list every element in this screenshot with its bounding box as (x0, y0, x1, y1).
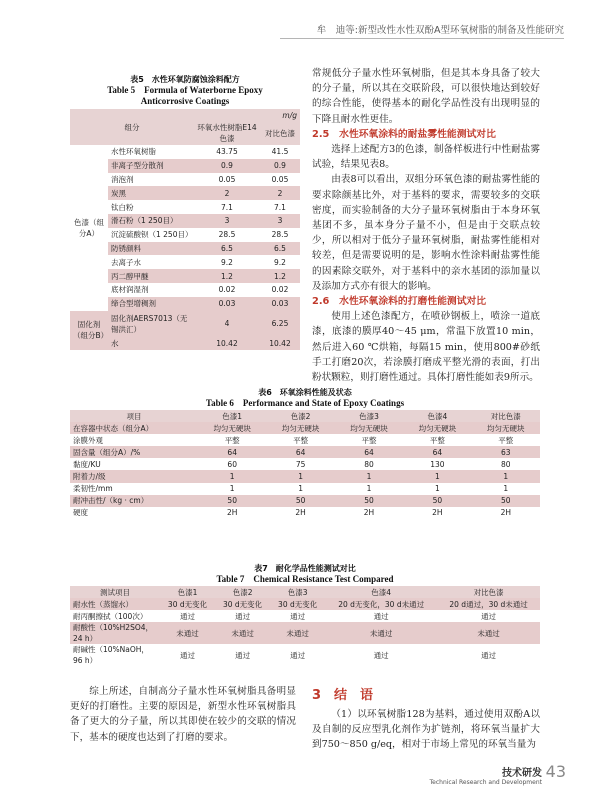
table6-cell: 均匀无硬块 (281, 423, 320, 433)
table7-cell: 耐水性（蒸馏水） (73, 599, 133, 609)
footer-section-name-en: Technical Research and Development (429, 779, 542, 786)
table5-cell-name: 防锈颜料 (111, 243, 141, 253)
table5-cell-name: 底材润湿剂 (111, 285, 149, 295)
table5-cell-value: 4 (224, 319, 230, 329)
section-3-paragraph: （1）以环氧树脂128为基料，通过使用双酚A以及自制的反应型乳化剂作为扩链剂，将环氧当量扩大到750～850 g/eq，相对于市场上常见的环氧当量为 (312, 709, 540, 751)
table6-header-cell: 项目 (126, 411, 142, 421)
table7-cell: 通过 (481, 650, 497, 660)
table5-cell-value: 6.5 (274, 243, 286, 253)
table6-row (70, 458, 540, 470)
table7-cell: 通过 (235, 650, 251, 660)
table6-cell: 64 (364, 447, 374, 457)
table6-cell: 50 (227, 496, 237, 506)
table7-block (70, 563, 540, 666)
table5-cell-name: 钛白粉 (111, 202, 134, 212)
table6-cell: 2H (363, 508, 375, 518)
table5-cell-value: 0.02 (218, 285, 236, 295)
table6-cell: 均匀无硬块 (213, 423, 251, 433)
table7-header (70, 586, 540, 598)
table5-cell-value: 2 (277, 188, 283, 198)
right-paragraph-3: 由表8可以看出，双组分环氧色漆的耐盐雾性能的要求除颜基比外，对于基料的要求，需要较多的交联密度，而实验制备的大分子量环氧树脂由于本身环氧基团不多，虽本身分子量不小，但是由于交联点较少，所以相对于低分子量环氧树脂，耐盐雾性能相对较差，但是需要说明的是，影响水性涂料耐盐雾性能的因素除交联外，对于基料中的亲水基团的添加量以及添加方式亦有很大的影响。 (312, 174, 540, 292)
table7-row (70, 610, 540, 622)
table5-cell-value: 9.2 (274, 257, 286, 267)
table5-cell-name: 滑石粉（1 250目） (111, 216, 178, 226)
table7-header-cell: 色漆1 (177, 587, 198, 597)
table6-cell: 63 (501, 447, 511, 457)
table6-cell: 平整 (498, 435, 514, 445)
table5-cell-value: 9.2 (221, 257, 233, 267)
table6-cell: 50 (432, 496, 443, 506)
table5-cell-value: 0.03 (271, 299, 289, 309)
table5-cell-name: 水性环氧树脂 (111, 147, 156, 157)
table6-cell: 1 (434, 484, 440, 494)
table6-cell: 耐冲击性/（kg · cm） (73, 496, 149, 506)
table7-cell: 未通过 (176, 628, 199, 638)
table5-cell-value: 10.42 (269, 338, 291, 348)
right-column (312, 66, 540, 385)
table6-header-cell: 色漆1 (222, 411, 243, 421)
table6-cell: 1 (434, 472, 440, 482)
table5-cell-value: 41.5 (271, 147, 289, 157)
table7-cell: 耐酸性（10%H2SO4，24 h） (73, 623, 154, 644)
table5-block (70, 74, 300, 350)
table6 (70, 410, 540, 519)
table5-cell-name: 炭黑 (111, 188, 126, 198)
table5-cell-name: 丙二醇甲醚 (111, 271, 149, 281)
table5-cell-name: 水 (111, 338, 119, 348)
table7-caption (70, 563, 540, 585)
table6-cell: 1 (298, 472, 303, 482)
table6-cell: 75 (295, 459, 306, 469)
table7-cell: 未通过 (369, 628, 393, 638)
table7-cell: 未通过 (286, 628, 309, 638)
table5-row (70, 311, 300, 337)
table6-row (70, 446, 540, 458)
table6-cell: 64 (295, 447, 306, 457)
table5-cell-value: 3 (224, 216, 230, 226)
table6-cell: 均匀无硬块 (418, 423, 457, 433)
table6-cell: 130 (430, 459, 445, 469)
table6-title-zh: 表6 环氧涂料性能及状态 (258, 388, 352, 397)
right-paragraph-1: 常规低分子量水性环氧树脂，但是其本身具备了较大的分子量，所以其在交联阶段，可以很快地达到较好的综合性能，使得基本的耐化学品性没有出现明显的下降且耐水性更佳。 (312, 68, 540, 125)
footer-section-name: 技术研发 (502, 768, 542, 779)
table6-cell: 1 (366, 484, 372, 494)
table6-cell: 80 (501, 459, 511, 469)
table5-group-b: 固化剂（组分B） (73, 320, 109, 341)
header-text: 牟 迪等:新型改性水性双酚A型环氧树脂的制备及性能研究 (316, 25, 564, 36)
table5-cell-value: 7.1 (274, 202, 286, 212)
table6-cell: 硬度 (73, 508, 88, 518)
table5-cell-name: 去离子水 (111, 257, 141, 267)
table6-cell: 50 (295, 496, 306, 506)
table6-cell: 2H (500, 508, 511, 518)
right-paragraph-4: 使用上述色漆配方，在喷砂钢板上，喷涂一道底漆，底漆的膜厚40～45 μm，常温下放置10 min，然后进入60 ℃烘箱，每隔15 min，使用800#砂纸手工打磨20次，若涂膜打磨成平整光滑的表面，打出粉状颗粒，则打磨性通过。具体打磨性能如表9所示。 (312, 311, 540, 384)
running-header (0, 20, 600, 40)
table6-cell: 均匀无硬块 (350, 423, 388, 433)
table6-cell: 在容器中状态（组分A） (73, 423, 154, 433)
table6-caption (70, 387, 540, 409)
table6-row (70, 507, 540, 519)
section-3 (312, 684, 540, 753)
table6-cell: 50 (364, 496, 374, 506)
table7-row (70, 598, 540, 610)
right-paragraph-2: 选择上述配方3的色漆，制备样板进行中性耐盐雾试验，结果见表8。 (312, 144, 540, 171)
table7-cell: 耐碱性（10%NaOH，96 h） (73, 645, 149, 666)
table5-col1: 环氧水性树脂E14色漆 (197, 123, 257, 143)
table6-cell: 平整 (293, 435, 309, 445)
table7-cell: 未通过 (477, 628, 500, 638)
table7-header-cell: 对比色漆 (473, 587, 504, 597)
table5-col-group: 组分 (124, 122, 140, 132)
table6-cell: 平整 (429, 435, 445, 445)
table5-cell-value: 0.05 (271, 174, 289, 184)
table6-cell: 1 (503, 484, 509, 494)
table6-header (70, 410, 540, 422)
table5-cell-value: 2 (224, 188, 230, 198)
table6-cell: 平整 (361, 435, 377, 445)
table7-cell: 耐丙酮擦拭（100次） (73, 611, 148, 621)
table7 (70, 586, 540, 666)
table6-cell: 黏度/KU (73, 459, 101, 469)
table6-row (70, 483, 540, 495)
table7-cell: 通过 (180, 650, 196, 660)
table5-header (70, 109, 300, 121)
table7-cell: 通过 (180, 611, 196, 621)
table5-title-en: Table 5 Formula of Waterborne Epoxy Anticorrosive Coatings (107, 85, 263, 106)
table7-cell: 30 d无变化 (222, 599, 263, 609)
table6-cell: 涂膜外观 (73, 435, 103, 445)
table7-cell: 20 d通过，30 d未通过 (449, 599, 528, 609)
table5-cell-value: 0.9 (221, 161, 233, 171)
table5-cell-value: 28.5 (271, 230, 289, 240)
table5-cell-name: 固化剂AERS7013（无锡洪汇） (111, 313, 188, 334)
header-rule (280, 38, 564, 39)
table7-cell: 通过 (373, 650, 389, 660)
table5 (70, 109, 300, 350)
table6-title-en: Table 6 Performance and State of Epoxy Coatings (205, 398, 405, 408)
table6-header-cell: 色漆4 (427, 411, 448, 421)
table5-cell-value: 0.02 (271, 285, 289, 295)
section-2-6-heading: 2.6 水性环氧涂料的打磨性能测试对比 (312, 296, 487, 308)
table5-title-zh: 表5 水性环氧防腐蚀涂料配方 (130, 75, 240, 84)
section-2-5-heading: 2.5 水性环氧涂料的耐盐雾性能测试对比 (312, 128, 496, 140)
table5-cell-value: 6.5 (221, 243, 233, 253)
table5-cell-name: 消泡剂 (111, 174, 134, 184)
bottom-left-column (70, 684, 296, 745)
table6-cell: 2H (295, 508, 306, 518)
table7-cell: 30 d无变化 (278, 599, 318, 609)
table5-cell-value: 0.03 (218, 299, 236, 309)
table5-cell-value: 1.2 (274, 271, 286, 281)
table6-header-cell: 色漆3 (359, 411, 379, 421)
table5-cell-value: 28.5 (218, 230, 236, 240)
table7-title-zh: 表7 耐化学品性能测试对比 (254, 564, 356, 573)
section-3-heading: 3 结 语 (312, 688, 374, 703)
table7-cell: 通过 (290, 650, 306, 660)
table7-cell: 30 d无变化 (167, 599, 208, 609)
table6-cell: 附着力/级 (73, 472, 106, 482)
table7-header-cell: 色漆2 (232, 587, 253, 597)
table7-cell: 20 d无变化，30 d未通过 (338, 599, 425, 609)
table6-row (70, 434, 540, 446)
table6-row (70, 495, 540, 507)
table5-cell-name: 缔合型增稠剂 (111, 299, 156, 309)
table5-cell-value: 43.75 (216, 147, 238, 157)
table6-cell: 均匀无硬块 (487, 423, 525, 433)
bottom-left-paragraph: 综上所述，自制高分子量水性环氧树脂具备明显更好的打磨性。主要的原因是，新型水性环氧树脂具备了更大的分子量，所以其即使在较少的交联的情况下，基本的硬度也达到了打磨的要求。 (70, 686, 296, 743)
table6-cell: 60 (227, 459, 237, 469)
table5-cell-value: 1.2 (221, 271, 233, 281)
table5-cell-value: 0.05 (218, 174, 236, 184)
table6-cell: 80 (364, 459, 374, 469)
table6-cell: 2H (432, 508, 443, 518)
table6-cell: 64 (227, 447, 237, 457)
table5-cell-name: 非离子型分散剂 (111, 161, 164, 171)
table5-cell-value: 7.1 (221, 202, 233, 212)
table5-group-a: 色漆（组分A） (70, 145, 108, 311)
table5-cell-value: 0.9 (274, 161, 286, 171)
table7-title-en: Table 7 Chemical Resistance Test Compared (216, 574, 394, 584)
table5-caption (70, 74, 300, 107)
table6-cell: 1 (503, 472, 509, 482)
table6-cell: 1 (366, 472, 372, 482)
table6-cell: 1 (229, 484, 235, 494)
table6-cell: 64 (432, 447, 443, 457)
table7-header-cell: 测试项目 (100, 587, 130, 597)
table5-cell-value: 10.42 (216, 338, 238, 348)
table5-cell-name: 沉淀硫酸钡（1 250目） (111, 230, 193, 240)
table7-cell: 通过 (373, 611, 389, 621)
table7-cell: 通过 (481, 611, 497, 621)
table6-cell: 固含量（组分A）/% (73, 447, 141, 457)
table6-cell: 柔韧性/mm (73, 484, 113, 494)
table6-cell: 1 (298, 484, 303, 494)
table6-header-cell: 对比色漆 (490, 411, 521, 421)
table5-col2: 对比色漆 (265, 128, 295, 138)
table6-header-cell: 色漆2 (290, 411, 311, 421)
table5-cell-value: 6.25 (271, 319, 289, 329)
table7-header-cell: 色漆4 (371, 587, 392, 597)
table6-row (70, 422, 540, 434)
table6-cell: 50 (501, 496, 511, 506)
table5-row (70, 145, 300, 159)
table5-cell-value: 3 (277, 216, 283, 226)
table7-row (70, 622, 540, 644)
table6-row (70, 470, 540, 482)
table5-unit: m/g (282, 110, 297, 120)
table7-row (70, 644, 540, 666)
table6-block (70, 387, 540, 519)
table6-cell: 1 (229, 472, 235, 482)
table7-cell: 通过 (235, 611, 251, 621)
table7-cell: 未通过 (231, 628, 254, 638)
page-number: 43 (545, 762, 566, 781)
table7-cell: 通过 (290, 611, 306, 621)
page-footer (414, 764, 564, 788)
table6-cell: 2H (226, 508, 238, 518)
table6-cell: 平整 (224, 435, 240, 445)
table7-header-cell: 色漆3 (287, 587, 308, 597)
